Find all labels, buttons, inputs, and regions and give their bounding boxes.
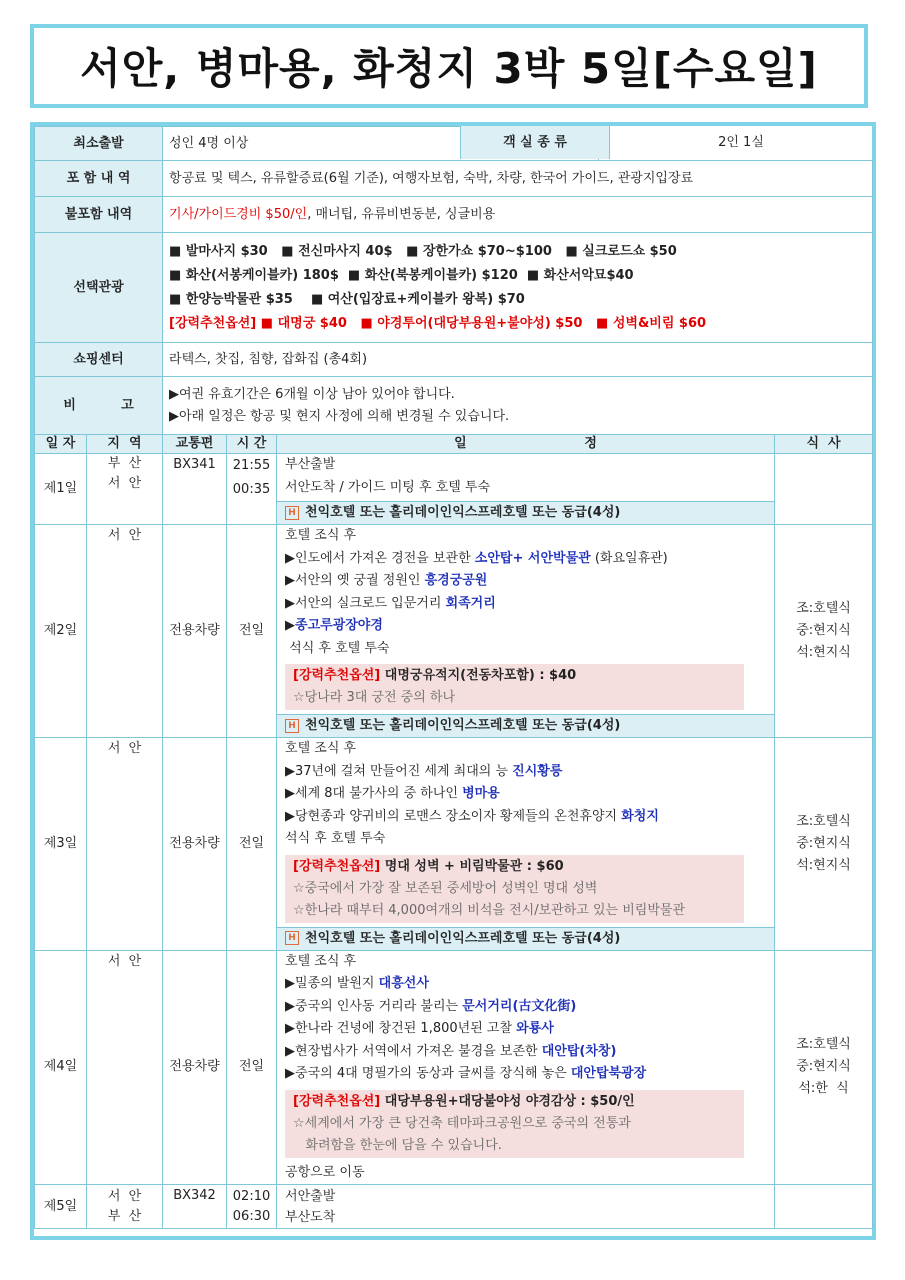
day1-hotel-text: 천익호텔 또는 홀리데이인익스프레호텔 또는 동급(4성)	[305, 505, 621, 520]
day3-line-3-text: ▶세계 8대 불가사의 중 하나인	[285, 786, 463, 801]
day4-meal	[775, 950, 873, 1185]
header-region: 지 역	[87, 435, 163, 454]
day1-time-2: 00:35	[232, 482, 271, 497]
day5-region	[87, 1185, 163, 1229]
note-label: 비 고	[35, 377, 163, 435]
room-type-label: 객 실 종 류	[461, 126, 610, 159]
day3-hotel-text: 천익호텔 또는 홀리데이인익스프레호텔 또는 동급(4성)	[305, 930, 621, 946]
info-row-note	[35, 377, 873, 435]
shopping-value: 라텍스, 찻집, 침향, 잡화집 (총4회)	[163, 343, 873, 377]
day1-label: 제1일	[35, 454, 87, 525]
day2-line-5-place: 종고루광장야경	[295, 618, 383, 633]
info-row-shopping	[35, 343, 873, 377]
header-time: 시 간	[227, 435, 277, 454]
header-schedule: 일 정	[277, 435, 775, 454]
day5-time-2: 06:30	[232, 1208, 271, 1224]
day4-line-2-place: 대흥선사	[378, 976, 429, 991]
day3-hotel	[277, 927, 775, 950]
day4-meal-dinner: 석:한 식	[798, 1081, 849, 1097]
day5-time	[227, 1185, 277, 1229]
day5-region-2: 부 산	[107, 1208, 142, 1224]
day5-meal	[775, 1185, 873, 1229]
options-line-1: ■ 발마사지 $30 ■ 전신마사지 40$ ■ 장한가쇼 $70~$100 ■ 실크로드쇼 $50	[169, 243, 677, 259]
day4-region: 서 안	[87, 950, 163, 1185]
day3-line-4-text: ▶당현종과 양귀비의 로맨스 장소이자 황제들의 온천휴양지	[285, 808, 622, 824]
day2-line-4	[277, 593, 774, 616]
day2-line-2-note: (화요일휴관)	[590, 550, 668, 566]
day3-option-desc-1: ☆중국에서 가장 잘 보존된 중세방어 성벽인 명대 성벽	[293, 880, 598, 896]
day4-line-4-text: ▶한나라 건녕에 창건된 1,800년된 고찰	[285, 1021, 517, 1036]
day2-line-5-bullet: ▶	[285, 618, 296, 633]
day4-line-5	[277, 1041, 774, 1064]
day3-meal-lunch: 중:현지식	[796, 835, 851, 851]
day1-meal	[775, 454, 873, 525]
include-value: 항공료 및 텍스, 유류할증료(6월 기준), 여행자보험, 숙박, 차량, 한국어 가이드, 관광지입장료	[163, 161, 873, 197]
options-line-3: ■ 한양능박물관 $35 ■ 여산(입장료+케이블카 왕복) $70	[169, 291, 525, 307]
day3-transport: 전용차량	[163, 738, 227, 951]
day1-region-1: 부 산	[107, 456, 142, 471]
options-value	[163, 233, 873, 343]
day5-schedule	[277, 1185, 775, 1229]
day1-time-1: 21:55	[232, 458, 271, 473]
day2-hotel	[277, 715, 775, 738]
day3-line-3	[277, 783, 774, 806]
header-meal: 식 사	[775, 435, 873, 454]
day2-line-2-text: ▶인도에서 가져온 경전을 보관한	[285, 550, 475, 566]
day3-line-4-place: 화청지	[621, 808, 659, 824]
day4-line-5-place: 대안탑(차창)	[541, 1043, 617, 1059]
day1-time	[227, 454, 277, 525]
day5-transport: BX342	[163, 1185, 227, 1229]
day2-line-5	[277, 615, 774, 638]
itinerary-table	[34, 126, 873, 1229]
day5-line-1: 서안출발	[285, 1188, 336, 1204]
day4-line-4-place: 와룡사	[516, 1021, 554, 1036]
day1-region	[87, 454, 163, 525]
day2-transport: 전용차량	[163, 525, 227, 738]
day2-meal-breakfast: 조:호텔식	[796, 601, 851, 616]
day4-line-2	[277, 973, 774, 996]
day2-line-3-text: ▶서안의 옛 궁궐 정원인	[285, 573, 425, 588]
day2-option-box	[285, 664, 744, 710]
day3-option-title: 명대 성벽 + 비림박물관 : $60	[380, 858, 564, 874]
day2-meal-dinner: 석:현지식	[796, 645, 851, 660]
day2-meal-lunch: 중:현지식	[796, 623, 851, 638]
exclude-rest: , 매너팁, 유류비변동분, 싱글비용	[307, 206, 496, 222]
day3-line-4	[277, 806, 774, 829]
day2-line-2-place: 소안탑+ 서안박물관	[474, 550, 591, 566]
day3-meal-breakfast: 조:호텔식	[796, 813, 851, 829]
room-type-value: 2인 1실	[718, 135, 764, 150]
exclude-label: 불포함 내역	[35, 197, 163, 233]
day3-label: 제3일	[35, 738, 87, 951]
day3-meal	[775, 738, 873, 951]
day3-option-desc-2: ☆한나라 때부터 4,000여개의 비석을 전시/보관하고 있는 비림박물관	[293, 902, 686, 918]
day1-row	[35, 454, 873, 502]
day4-line-6-place: 대안탑북광장	[570, 1066, 647, 1081]
day3-line-3-place: 병마용	[462, 786, 500, 801]
day4-line-1: 호텔 조식 후	[285, 953, 357, 969]
day4-label: 제4일	[35, 950, 87, 1185]
day4-line-6-text: ▶중국의 4대 명필가의 동상과 글씨를 장식해 놓은	[285, 1066, 571, 1081]
day4-row	[35, 950, 873, 1185]
day4-line-3-text: ▶중국의 인사동 거리라 불리는	[285, 998, 463, 1014]
room-type-overlay	[460, 126, 872, 159]
day5-time-1: 02:10	[232, 1188, 271, 1204]
note-line-1: ▶여권 유효기간은 6개월 이상 남아 있어야 합니다.	[169, 386, 455, 402]
note-value	[163, 377, 873, 435]
day5-region-1: 서 안	[107, 1188, 142, 1204]
day4-line-2-text: ▶밀종의 발원지	[285, 976, 379, 991]
options-label: 선택관광	[35, 233, 163, 343]
day4-option-desc-2: 화려함을 한눈에 담을 수 있습니다.	[293, 1137, 502, 1153]
day4-option-title-line	[293, 1091, 736, 1113]
day4-time: 전일	[227, 950, 277, 1185]
day2-line-4-text: ▶서안의 실크로드 입문거리	[285, 595, 446, 611]
day2-line-3-place: 흥경궁공원	[424, 573, 488, 588]
schedule-header	[35, 435, 873, 454]
day2-option-title: 대명궁유적지(전동차포함) : $40	[380, 668, 577, 683]
options-line-2: ■ 화산(서봉케이블카) 180$ ■ 화산(북봉케이블카) $120 ■ 화산서악묘$40	[169, 267, 634, 283]
hotel-icon: H	[285, 931, 299, 945]
day3-option-title-line	[293, 856, 736, 878]
day3-line-2-text: ▶37년에 걸쳐 만들어진 세계 최대의 능	[285, 763, 513, 779]
day3-line-1: 호텔 조식 후	[285, 741, 357, 756]
day2-schedule	[277, 525, 775, 715]
day4-line-3-place: 문서거리(古文化街)	[462, 998, 577, 1014]
day4-option-title: 대당부용원+대당불야성 야경감상 : $50/인	[380, 1093, 635, 1109]
day3-line-5: 석식 후 호텔 투숙	[285, 831, 386, 846]
day3-row	[35, 738, 873, 928]
day2-line-3	[277, 570, 774, 593]
day1-schedule	[277, 454, 775, 502]
day4-option-tag: [강력추천옵션]	[293, 1093, 381, 1109]
day3-schedule	[277, 738, 775, 928]
day2-hotel-text: 천익호텔 또는 홀리데이인익스프레호텔 또는 동급(4성)	[305, 718, 621, 733]
day1-line-1: 부산출발	[285, 457, 336, 472]
itinerary-frame	[30, 122, 876, 1240]
day4-option-box	[285, 1090, 744, 1158]
day4-line-5-text: ▶현장법사가 서역에서 가져온 불경을 보존한	[285, 1043, 542, 1059]
day4-line-3	[277, 996, 774, 1019]
day2-time: 전일	[227, 525, 277, 738]
min-value: 성인 4명 이상	[163, 127, 599, 161]
day4-meal-breakfast: 조:호텔식	[796, 1037, 851, 1053]
day1-region-2: 서 안	[107, 476, 142, 491]
title-box	[30, 24, 868, 108]
shopping-label: 쇼핑센터	[35, 343, 163, 377]
day4-meal-lunch: 중:현지식	[796, 1059, 851, 1075]
day2-line-2	[277, 548, 774, 571]
header-day: 일 자	[35, 435, 87, 454]
info-row-include	[35, 161, 873, 197]
day3-time: 전일	[227, 738, 277, 951]
note-line-2: ▶아래 일정은 항공 및 현지 사정에 의해 변경될 수 있습니다.	[169, 408, 510, 424]
info-row-options	[35, 233, 873, 343]
day4-transport: 전용차량	[163, 950, 227, 1185]
hotel-icon: H	[285, 719, 299, 733]
day2-row	[35, 525, 873, 715]
header-transport: 교통편	[163, 435, 227, 454]
day2-line-1: 호텔 조식 후	[285, 528, 357, 543]
day2-line-6: 석식 후 호텔 투숙	[285, 640, 390, 656]
day2-region: 서 안	[87, 525, 163, 738]
day4-option-desc-1: ☆세계에서 가장 큰 당건축 테마파크공원으로 중국의 전통과	[293, 1115, 631, 1131]
day3-option-box	[285, 855, 744, 923]
exclude-value	[163, 197, 873, 233]
hotel-icon: H	[285, 506, 299, 520]
day2-label: 제2일	[35, 525, 87, 738]
day2-option-title-line	[293, 665, 736, 687]
exclude-guide-fee: 기사/가이드경비 $50/인	[169, 206, 308, 222]
day2-line-4-place: 회족거리	[445, 595, 496, 611]
min-label: 최소출발	[35, 127, 163, 161]
page-title: 서안, 병마용, 화청지 3박 5일[수요일]	[80, 44, 818, 93]
day2-option-desc: ☆당나라 3대 궁전 중의 하나	[293, 690, 456, 705]
day3-option-tag: [강력추천옵션]	[293, 858, 381, 874]
day4-line-last: 공항으로 이동	[285, 1164, 365, 1180]
day5-line-2: 부산도착	[285, 1209, 336, 1225]
day3-meal-dinner: 석:현지식	[796, 857, 851, 873]
day1-transport: BX341	[163, 454, 227, 525]
day3-region: 서 안	[87, 738, 163, 951]
day5-row	[35, 1185, 873, 1229]
day4-line-6	[277, 1063, 774, 1086]
day2-option-tag: [강력추천옵션]	[293, 668, 381, 683]
day5-label: 제5일	[35, 1185, 87, 1229]
info-row-exclude	[35, 197, 873, 233]
options-line-4: [강력추천옵션] ■ 대명궁 $40 ■ 야경투어(대당부용원+불야성) $50 ■ 성벽&비림 $60	[169, 315, 707, 331]
day4-schedule	[277, 950, 775, 1185]
day1-line-2: 서안도착 / 가이드 미팅 후 호텔 투숙	[285, 479, 491, 495]
day3-line-2-place: 진시황릉	[512, 763, 563, 779]
day1-hotel	[277, 502, 775, 525]
day3-line-2	[277, 761, 774, 784]
include-label: 포 함 내 역	[35, 161, 163, 197]
day4-line-4	[277, 1018, 774, 1041]
day2-meal	[775, 525, 873, 738]
